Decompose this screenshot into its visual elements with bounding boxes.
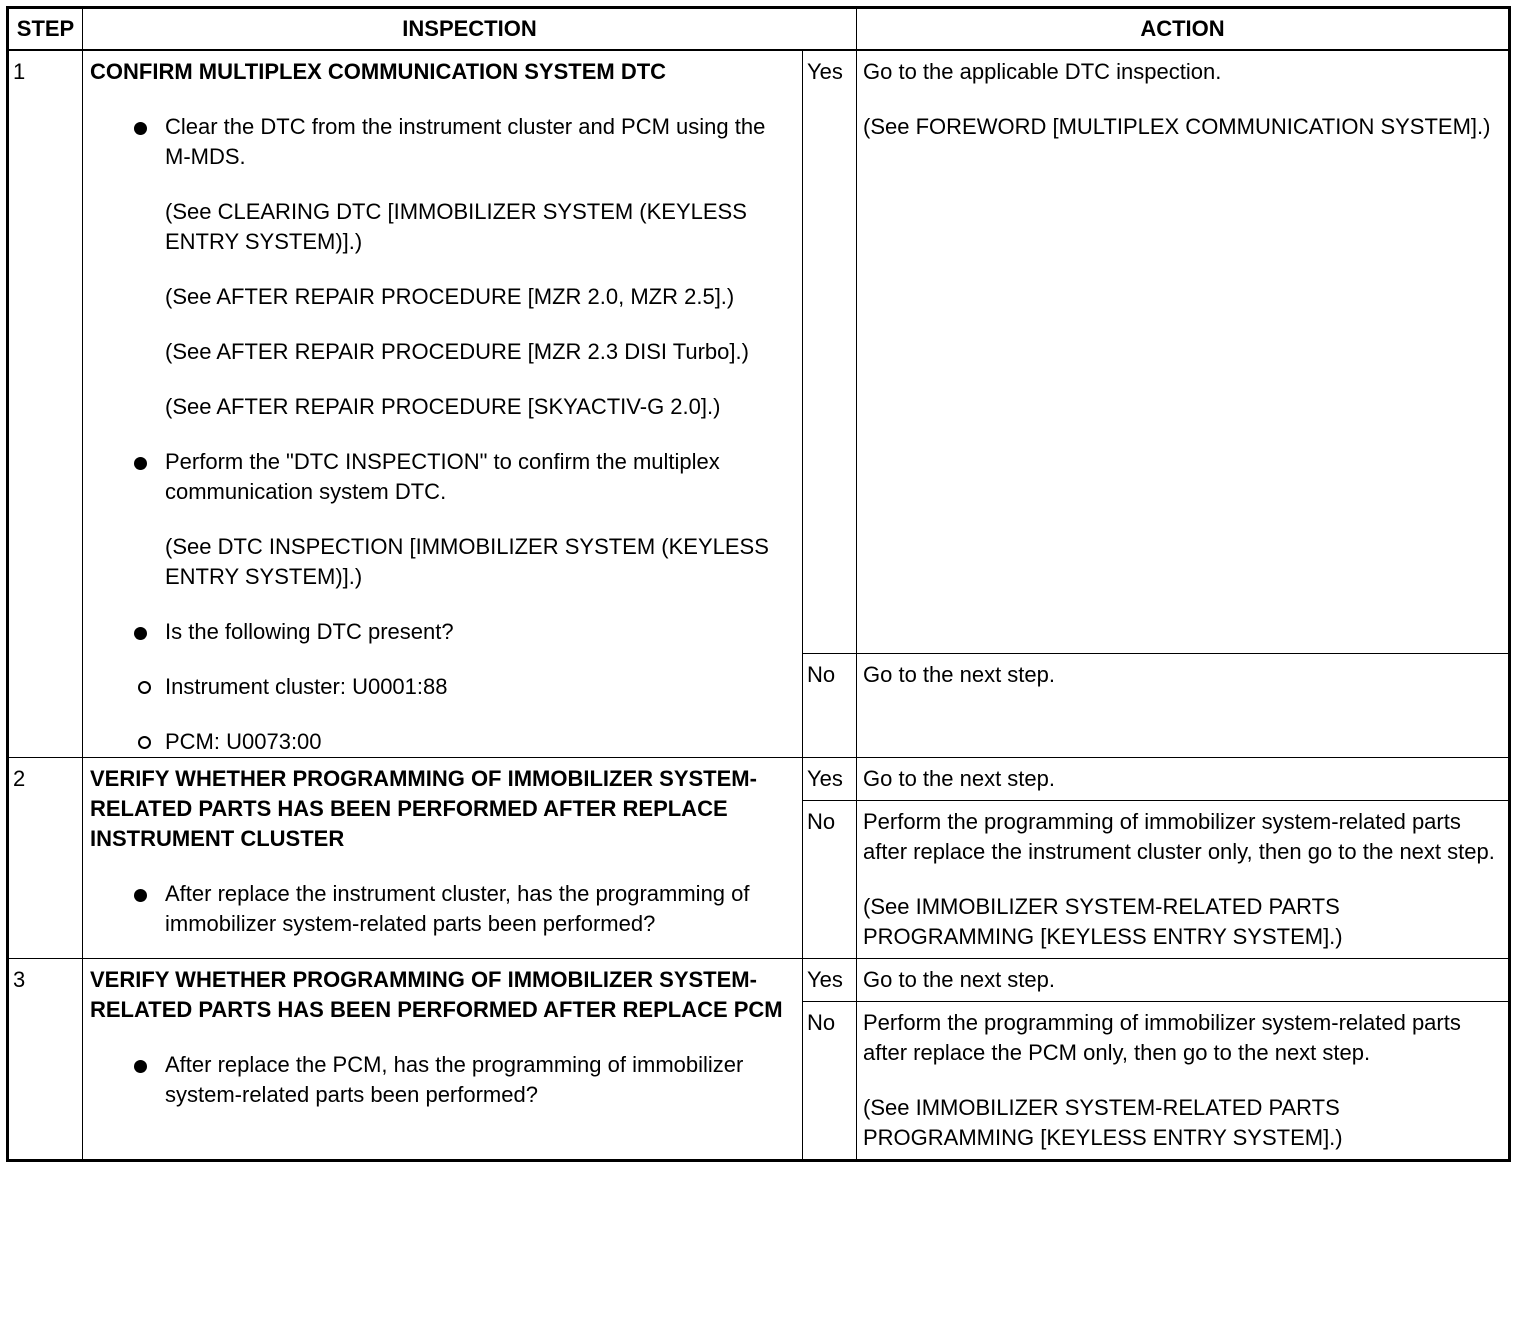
list-item [90,447,794,592]
step-number: 2 [8,758,83,959]
bullet-list [90,1050,794,1110]
yes-action-cell [857,758,1510,801]
header-row [8,8,1510,51]
sub-list-item: PCM: U0073:00 [90,727,794,757]
reference-text: (See FOREWORD [MULTIPLEX COMMUNICATION SYSTEM].) [863,114,1491,139]
no-action-cell [857,1002,1510,1161]
inspection-cell [83,50,803,758]
reference-text: (See IMMOBILIZER SYSTEM-RELATED PARTS PROGRAMMING [KEYLESS ENTRY SYSTEM].) [863,1095,1343,1150]
action-text: Go to the next step. [863,967,1056,992]
yes-action-cell [857,50,1510,654]
header-inspection: INSPECTION [83,8,857,51]
table-row [8,50,1510,654]
inspection-title: CONFIRM MULTIPLEX COMMUNICATION SYSTEM DTC [90,59,667,84]
table-row [8,959,1510,1002]
reference-text: (See DTC INSPECTION [IMMOBILIZER SYSTEM (KEYLESS ENTRY SYSTEM)].) [165,534,769,589]
step-number: 3 [8,959,83,1161]
no-action-cell [857,801,1510,959]
no-label: No [803,654,857,758]
list-item [90,879,794,939]
step-number: 1 [8,50,83,758]
troubleshooting-table [6,6,1511,1162]
reference-text: (See CLEARING DTC [IMMOBILIZER SYSTEM (KEYLESS ENTRY SYSTEM)].) [165,199,747,254]
sub-list-item: Instrument cluster: U0001:88 [90,672,794,702]
yes-label: Yes [803,50,857,654]
action-text: Go to the applicable DTC inspection. [863,59,1222,84]
table-row [8,758,1510,801]
no-label: No [803,801,857,959]
bullet-text: After replace the instrument cluster, has the programming of immobilizer system-related parts been performed? [165,881,750,936]
bullet-list [90,112,794,757]
yes-label: Yes [803,758,857,801]
reference-text: (See AFTER REPAIR PROCEDURE [SKYACTIV-G 2.0].) [165,394,721,419]
action-text: Go to the next step. [863,662,1056,687]
no-label: No [803,1002,857,1161]
inspection-cell [83,959,803,1161]
action-text: Perform the programming of immobilizer system-related parts after replace the instrument cluster only, then go to the next step. [863,809,1495,864]
action-text: Go to the next step. [863,766,1056,791]
bullet-text: Perform the "DTC INSPECTION" to confirm the multiplex communication system DTC. [165,449,720,504]
inspection-cell [83,758,803,959]
list-item [90,617,794,757]
list-item [90,1050,794,1110]
sub-list [90,672,794,757]
action-text: Perform the programming of immobilizer system-related parts after replace the PCM only, then go to the next step. [863,1010,1461,1065]
header-action: ACTION [857,8,1510,51]
bullet-list [90,879,794,939]
list-item [90,112,794,422]
inspection-title: VERIFY WHETHER PROGRAMMING OF IMMOBILIZER SYSTEM-RELATED PARTS HAS BEEN PERFORMED AFTER REPLACE INSTRUMENT CLUSTER [90,766,757,851]
yes-label: Yes [803,959,857,1002]
bullet-text: Is the following DTC present? [165,619,454,644]
bullet-text: Clear the DTC from the instrument cluster and PCM using the M-MDS. [165,114,766,169]
reference-text: (See IMMOBILIZER SYSTEM-RELATED PARTS PROGRAMMING [KEYLESS ENTRY SYSTEM].) [863,894,1343,949]
bullet-text: After replace the PCM, has the programming of immobilizer system-related parts been performed? [165,1052,744,1107]
inspection-title: VERIFY WHETHER PROGRAMMING OF IMMOBILIZER SYSTEM-RELATED PARTS HAS BEEN PERFORMED AFTER REPLACE PCM [90,967,783,1022]
header-step: STEP [8,8,83,51]
yes-action-cell [857,959,1510,1002]
no-action-cell [857,654,1510,758]
reference-text: (See AFTER REPAIR PROCEDURE [MZR 2.0, MZR 2.5].) [165,284,735,309]
reference-text: (See AFTER REPAIR PROCEDURE [MZR 2.3 DISI Turbo].) [165,339,749,364]
